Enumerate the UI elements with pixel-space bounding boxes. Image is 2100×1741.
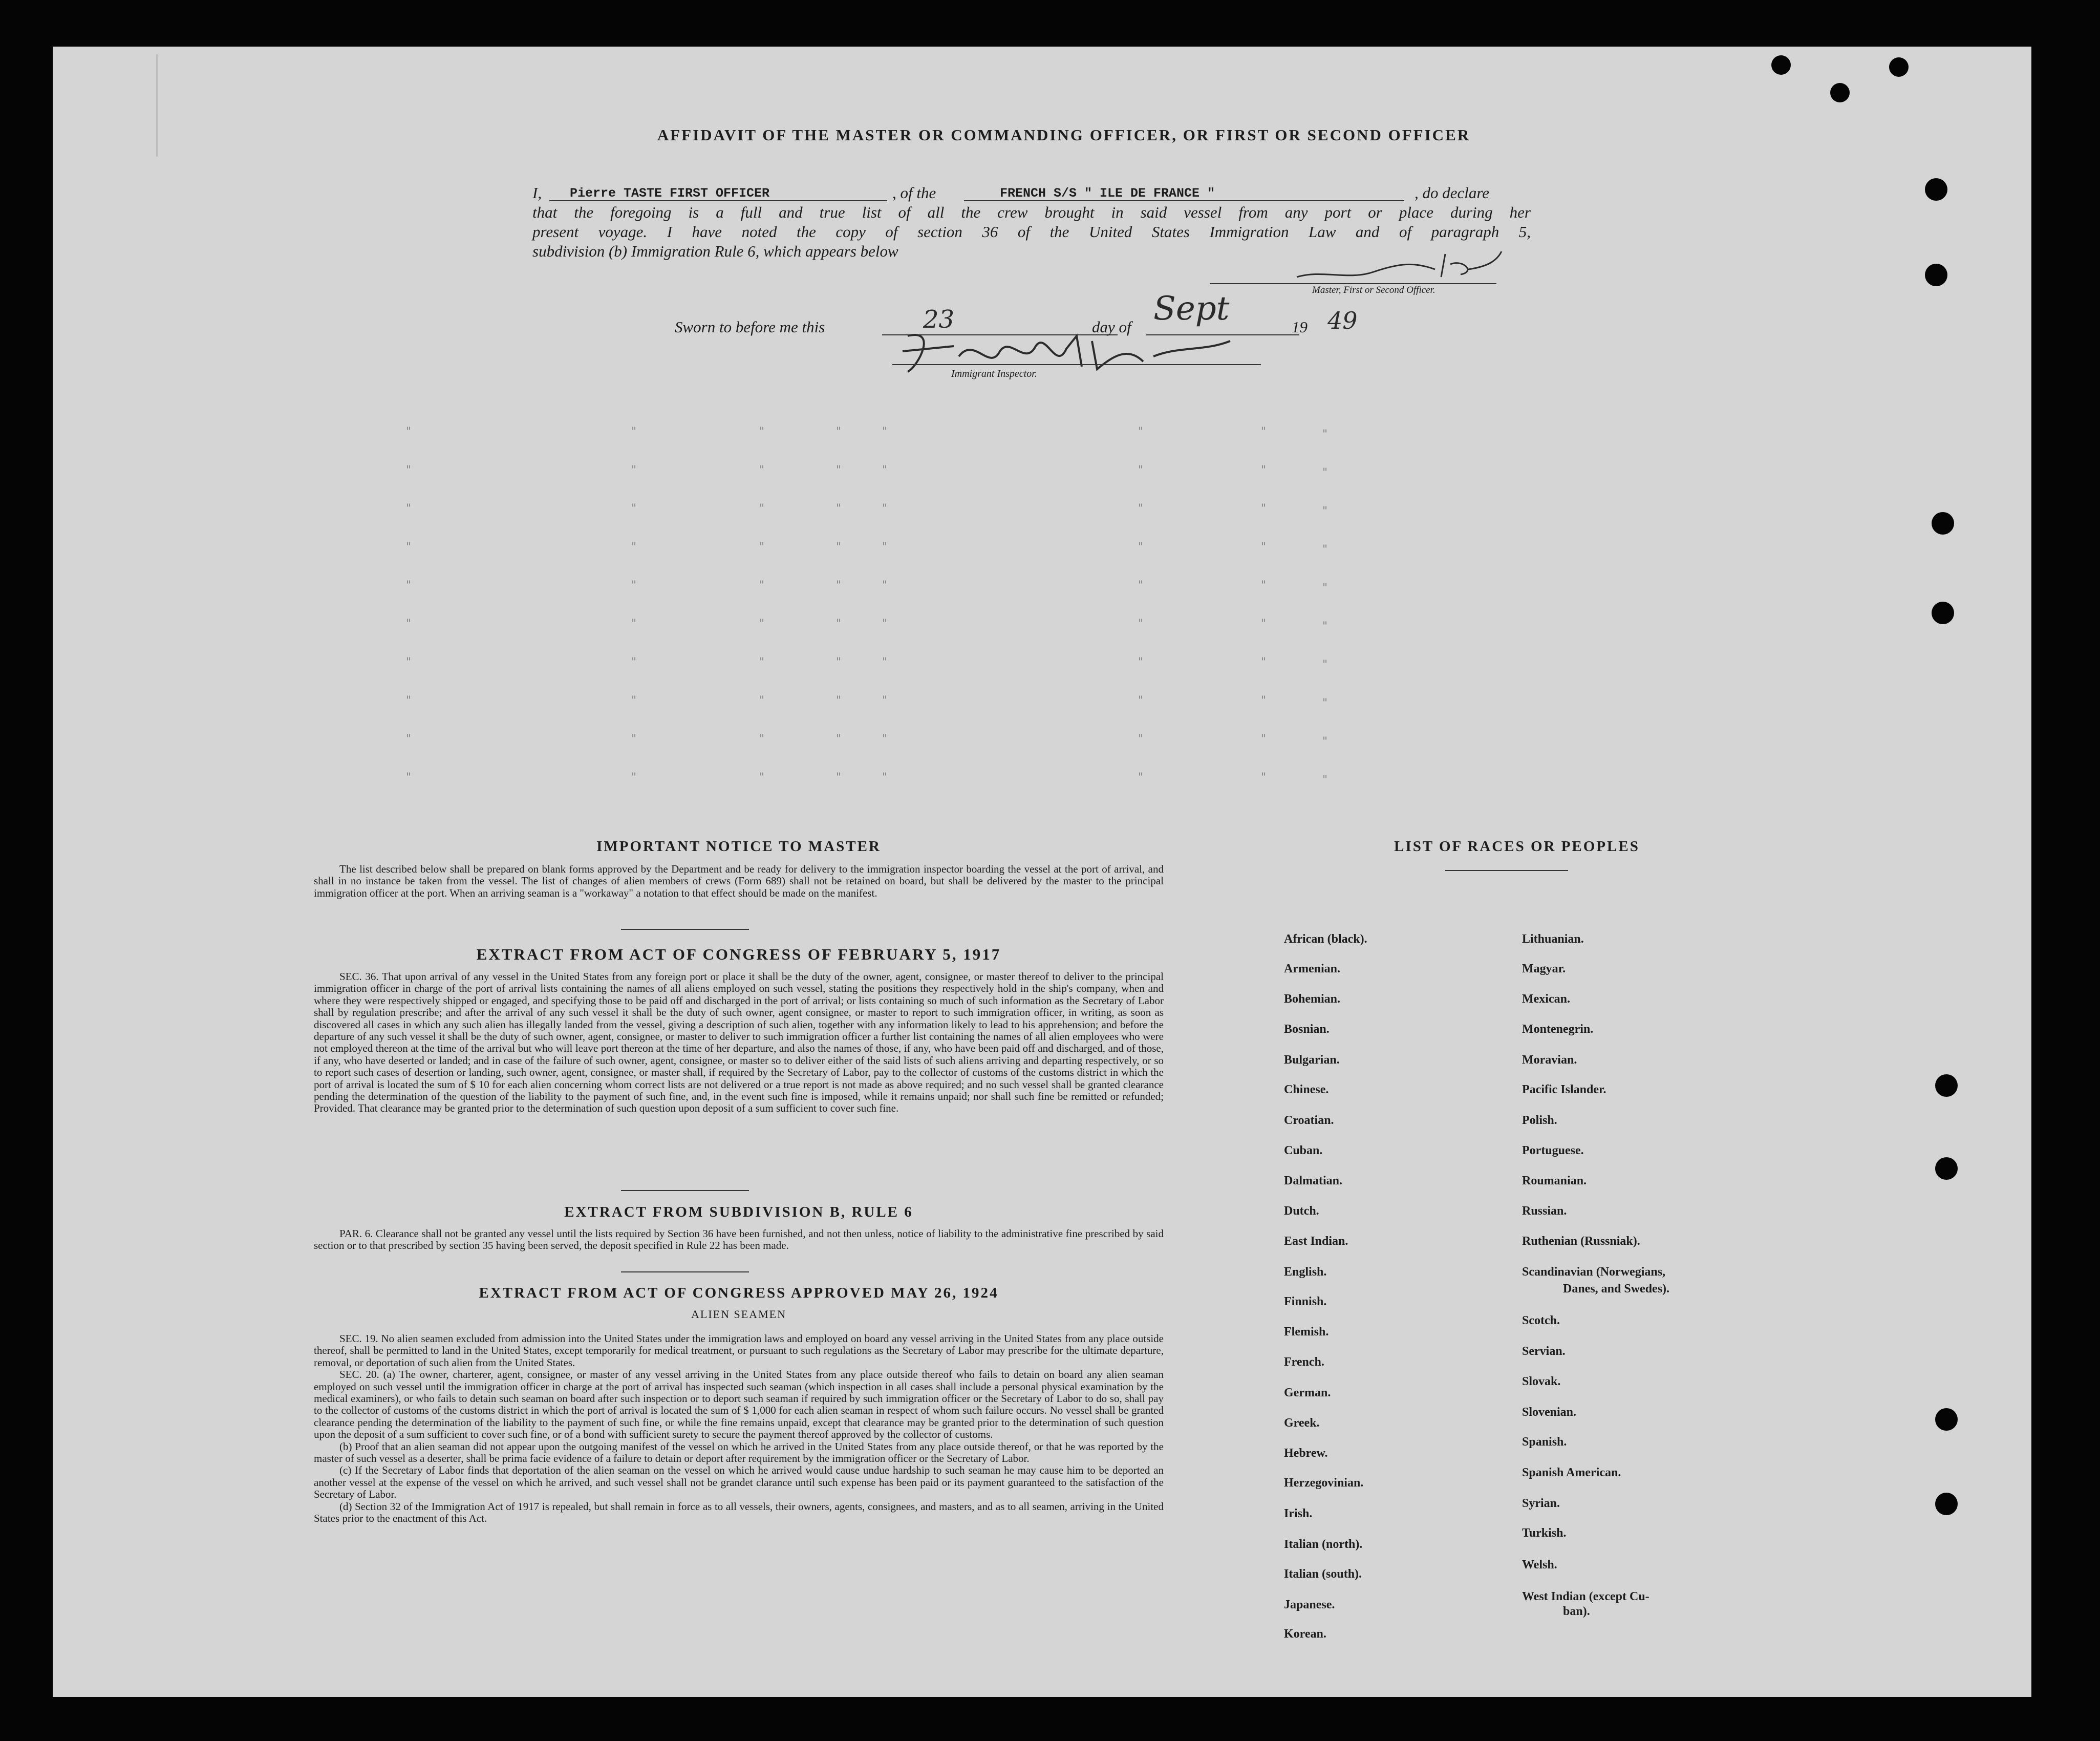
ditto-mark: " [882,771,888,784]
race-item: Syrian. [1522,1497,1560,1510]
race-item: Dalmatian. [1284,1174,1342,1187]
ditto-mark: " [1138,541,1144,554]
extract-1917-text [314,971,1164,1115]
race-item: Italian (south). [1284,1567,1362,1581]
ditto-mark: " [406,579,412,592]
divider-2 [621,1190,749,1191]
sec19-paragraph: SEC. 19. No alien seamen excluded from admission into the United States under the immigration laws and employed on board any vessel arriving in the United States from any place outside thereof, shall be permitted to land in the United States, except temporarily for medical treatment, or pursuant to such regulations as the Secretary of Labor may prescribe for the ultimate departure, removal, or deportation of such alien from the United States. [314,1332,1164,1369]
ditto-mark: " [836,733,842,746]
race-item: Greek. [1284,1416,1320,1430]
ditto-mark: " [836,618,842,630]
punch-hole [1935,1493,1958,1515]
race-item: Scotch. [1522,1314,1560,1327]
race-item: Italian (north). [1284,1538,1363,1551]
ditto-mark: " [759,733,765,746]
extract-rule6-text-content: PAR. 6. Clearance shall not be granted any vessel until the lists required by Section 36 have been furnished, and not then unless, notice of liability to the administrative fine prescribed by said section or to that prescribed by section 35 having been served, the deposit specified in Rule 22 has been made. [314,1227,1164,1252]
race-item: Irish. [1284,1507,1313,1520]
race-item: French. [1284,1355,1324,1369]
ditto-mark: " [1261,733,1267,746]
ditto-mark: " [1261,541,1267,554]
sworn-day-value: 23 [923,305,955,334]
ditto-mark: " [1138,771,1144,784]
notice-text-content: The list described below shall be prepared on blank forms approved by the Department and be ready for delivery to the immigration inspector boarding the vessel at the port of arrival, and shall in no instance be taken from the vessel. The list of changes of alien members of crews (Form 689) shall not be retained on board, but shall be delivered by the master to the principal immigration officer at the port. When an arriving seaman is a "workaway" a notation to that effect should be made on the manifest. [314,863,1164,899]
ditto-mark: " [759,426,765,438]
race-item: Polish. [1522,1114,1557,1127]
punch-hole [1932,512,1954,535]
ditto-mark: " [1261,656,1267,669]
punch-hole [1935,1157,1958,1180]
notice-text [314,863,1164,899]
notice-title: IMPORTANT NOTICE TO MASTER [596,838,881,855]
race-item: African (black). [1284,932,1367,946]
ditto-mark: " [882,541,888,554]
ditto-mark: " [1138,464,1144,477]
race-item: Danes, and Swedes). [1563,1282,1670,1296]
races-title: LIST OF RACES OR PEOPLES [1394,838,1640,855]
ditto-mark: " [1138,426,1144,438]
ditto-mark: " [759,541,765,554]
divider-3 [621,1271,749,1272]
extract-rule6-text [314,1228,1164,1252]
year-prefix: 19 [1292,318,1308,336]
document-page [53,47,2031,1697]
ditto-mark: " [882,656,888,669]
sec20a-paragraph: SEC. 20. (a) The owner, charterer, agent, consignee, or master of any vessel arriving in the United States from any place outside thereof who fails to detain on board any alien seaman employed on such vessel until the immigration officer in charge at the port of arrival has inspected such seaman (which inspection in all cases shall include a personal physical examination by the medical examiners), or who fails to detain such seaman on board after such inspection or to deport such seaman if required by such immigration officer or the Secretary of Labor to do so, shall pay to the collector of customs of the customs district in which the port of arrival is located the sum of $ 1,000 for each alien seaman in respect of whom such failure occurs. No vessel shall be granted clearance pending the determination of the liability to the payment of such fine, or while the fine remains unpaid, except that clearance may be granted prior to the determination of such question upon the deposit of a sum sufficient to cover such fine, or of a bond with sufficient surety to secure the payment thereof approved by the collector of customs. [314,1368,1164,1441]
race-item: Scandinavian (Norwegians, [1522,1265,1666,1279]
ditto-mark: " [631,502,637,515]
ditto-mark: " [1138,618,1144,630]
affidavit-title: AFFIDAVIT OF THE MASTER OR COMMANDING OFFICER, OR FIRST OR SECOND OFFICER [657,126,1471,144]
race-item: Japanese. [1284,1598,1335,1611]
ditto-mark: " [1322,428,1328,441]
race-item: Spanish American. [1522,1466,1621,1479]
race-item: Magyar. [1522,962,1566,975]
ditto-mark: " [836,426,842,438]
ditto-mark: " [1138,694,1144,707]
ditto-mark: " [1261,694,1267,707]
races-divider [1445,870,1568,871]
extract-1924-text [314,1333,1164,1525]
extract-1924-subtitle: ALIEN SEAMEN [691,1308,786,1321]
affidavit-do-declare: , do declare [1415,184,1490,202]
race-item: Armenian. [1284,962,1340,975]
day-of-label: day of [1092,318,1131,336]
ditto-mark: " [759,502,765,515]
race-item: Hebrew. [1284,1447,1328,1460]
ditto-mark: " [759,771,765,784]
race-item: Herzegovinian. [1284,1476,1364,1490]
race-item: Chinese. [1284,1083,1329,1096]
punch-hole [1935,1408,1958,1431]
ditto-mark: " [1261,579,1267,592]
race-item: Roumanian. [1522,1174,1587,1187]
race-item: Bosnian. [1284,1023,1330,1036]
ditto-mark: " [406,771,412,784]
divider-1 [621,929,749,930]
race-item: Turkish. [1522,1526,1567,1540]
ditto-mark: " [631,694,637,707]
punch-hole [1932,602,1954,624]
ditto-mark: " [1261,502,1267,515]
affidavit-body-line3: present voyage. I have noted the copy of section 36 of the United States Immigration Law and of paragraph 5, [532,223,1531,241]
race-item: English. [1284,1265,1327,1279]
ditto-mark: " [882,618,888,630]
punch-hole [1935,1074,1958,1097]
ditto-mark: " [882,733,888,746]
race-item: Flemish. [1284,1325,1329,1339]
inspector-caption: Immigrant Inspector. [951,368,1037,379]
year-suffix: 49 [1327,307,1358,334]
ditto-mark: " [836,694,842,707]
affidavit-of-the: , of the [892,184,936,202]
ditto-mark: " [759,618,765,630]
race-item: Dutch. [1284,1204,1319,1218]
race-item: Moravian. [1522,1053,1577,1067]
signature-caption: Master, First or Second Officer. [1312,285,1435,295]
inspector-line [892,364,1261,365]
race-item: Bulgarian. [1284,1053,1340,1067]
ditto-mark: " [1322,697,1328,710]
ditto-mark: " [836,771,842,784]
ditto-mark: " [836,541,842,554]
sworn-prefix: Sworn to before me this [675,318,825,336]
race-item: East Indian. [1284,1235,1348,1248]
ditto-mark: " [1138,502,1144,515]
punch-hole [1830,83,1850,102]
race-item: Servian. [1522,1345,1566,1358]
ditto-mark: " [406,656,412,669]
ditto-mark: " [1322,774,1328,787]
ditto-mark: " [406,464,412,477]
ditto-mark: " [631,656,637,669]
sec20c-paragraph: (c) If the Secretary of Labor finds that deportation of the alien seaman on the vessel on which he arrived would cause undue hardship to such seaman he may cause him to be deported an another vessel at the expense of the vessel on which he arrived, and such vessel shall not be grandet clarance until such expense has been paid or its payment guaranteed to the satisfaction of the Secretary of Labor. [314,1464,1164,1501]
race-item: German. [1284,1386,1331,1399]
extract-1917-text-content: SEC. 36. That upon arrival of any vessel in the United States from any foreign port or place it shall be the duty of the owner, agent, consignee, or master thereof to deliver to the principal immigration officer in charge of the port of arrival lists containing the names of all aliens employed on such vessel, stating the positions they respectively hold in the ship's company, when and where they were respectively shipped or engaged, and specifying those to be paid off and discharged in the port of arrival; or lists containing so much of such information as the Secretary of Labor shall by regulation prescribe; and after the arrival of any such vessel it shall be the duty of such owner, agent consignee, or master to report to such immigration officer, in writing, as soon as discovered all cases in which any such alien has illegally landed from the vessel, giving a description of such alien, together with any information likely to lead to his apprehension; and before the departure of any such vessel it shall be the duty of such owner, agent, consignee, or master to deliver to such immigration officer a further list containing the names of all alien employees who were not employed thereon at the time of the arrival but who will leave port thereon at the time of her departure, and also the names of those, if any, who have been paid off and discharged, and of those, if any, who have deserted or landed; and in case of the failure of such owner, agent, consignee, or master so to deliver either of the said lists of such aliens arriving and departing respectively, or so to report such cases of desertion or landing, such owner, agent, consignee, or master shall, if required by the Secretary of Labor, pay to the collector of customs of the customs district in which the port of arrival is located the sum of $ 10 for each alien concerning whom correct lists are not delivered or a true report is not made as above required; and no such vessel shall be granted clearance pending the determination of the question of the liability to the payment of such fine, and, in the event such fine is imposed, while it remains unpaid; nor shall such fine be remitted or refunded; Provided. That clearance may be granted prior to the determination of such question upon deposit of a sum sufficient to cover such fine. [314,970,1164,1115]
race-item: West Indian (except Cu- [1522,1590,1649,1603]
ditto-mark: " [631,733,637,746]
ditto-mark: " [406,733,412,746]
ditto-mark: " [631,618,637,630]
ditto-mark: " [406,426,412,438]
ditto-mark: " [882,502,888,515]
ditto-mark: " [1322,505,1328,518]
ditto-mark: " [406,541,412,554]
ditto-mark: " [1322,582,1328,595]
ditto-mark: " [1322,466,1328,479]
ditto-mark: " [1261,618,1267,630]
ditto-mark: " [1138,733,1144,746]
ditto-mark: " [1138,579,1144,592]
ditto-mark: " [882,426,888,438]
punch-hole [1925,178,1947,201]
ditto-mark: " [631,426,637,438]
affidavit-body-line4: subdivision (b) Immigration Rule 6, which appears below [532,242,898,260]
race-item: Lithuanian. [1522,932,1584,946]
race-item: Montenegrin. [1522,1023,1594,1036]
ditto-mark: " [1322,735,1328,748]
affidavit-line1-prefix: I, [532,184,542,202]
ditto-mark: " [882,694,888,707]
ditto-mark: " [1138,656,1144,669]
race-item: Pacific Islander. [1522,1083,1606,1096]
ditto-mark: " [406,694,412,707]
ditto-mark: " [759,694,765,707]
race-item: Korean. [1284,1627,1326,1641]
officer-signature [1292,249,1507,285]
race-item: Welsh. [1522,1558,1557,1572]
sec20b-paragraph: (b) Proof that an alien seaman did not appear upon the outgoing manifest of the vessel on which he arrived in the United States from any place outside thereof, or that he was reported by the master of such vessel as a deserter, shall be prima facie evidence of a failure to detain or deport after requirement by the immigration officer or the Secretary of Labor. [314,1440,1164,1465]
race-item: Russian. [1522,1204,1567,1218]
race-item: Cuban. [1284,1144,1323,1157]
ditto-mark: " [631,541,637,554]
punch-hole [1925,264,1947,286]
ditto-mark: " [759,464,765,477]
extract-rule6-title: EXTRACT FROM SUBDIVISION B, RULE 6 [564,1204,913,1220]
ditto-mark: " [631,771,637,784]
ditto-mark: " [836,579,842,592]
affidavit-body-line2: that the foregoing is a full and true list of all the crew brought in said vessel from any port or place during her [532,203,1531,221]
race-item: Spanish. [1522,1435,1567,1449]
ditto-mark: " [1322,659,1328,671]
ditto-mark: " [836,502,842,515]
ditto-mark: " [882,464,888,477]
ditto-mark: " [836,656,842,669]
punch-hole [1889,57,1909,77]
race-item: Finnish. [1284,1295,1327,1308]
ditto-mark: " [1322,620,1328,633]
race-item: Mexican. [1522,992,1570,1006]
ditto-mark: " [1261,464,1267,477]
race-item: Croatian. [1284,1114,1334,1127]
punch-hole [1771,55,1791,75]
race-item: ban). [1563,1605,1590,1618]
ditto-mark: " [1261,426,1267,438]
officer-name-value: Pierre TASTE FIRST OFFICER [570,186,770,201]
ditto-mark: " [1322,543,1328,556]
extract-1924-title: EXTRACT FROM ACT OF CONGRESS APPROVED MAY 26, 1924 [479,1285,999,1301]
race-item: Ruthenian (Russniak). [1522,1235,1640,1248]
race-item: Bohemian. [1284,992,1341,1006]
sec20d-paragraph: (d) Section 32 of the Immigration Act of 1917 is repealed, but shall remain in force as to all vessels, their owners, agents, consignees, and masters, and as to all seamen, arriving in the United States prior to the enactment of this Act. [314,1500,1164,1525]
ditto-mark: " [1261,771,1267,784]
ditto-mark: " [631,579,637,592]
ditto-mark: " [836,464,842,477]
vessel-name-value: FRENCH S/S " ILE DE FRANCE " [1000,186,1215,201]
sworn-month-value: Sept [1153,290,1230,328]
extract-1917-title: EXTRACT FROM ACT OF CONGRESS OF FEBRUARY 5, 1917 [476,945,1001,963]
race-item: Slovak. [1522,1375,1561,1388]
ditto-mark: " [631,464,637,477]
ditto-mark: " [406,502,412,515]
ditto-mark: " [882,579,888,592]
race-item: Portuguese. [1522,1144,1584,1157]
page-edge-strip [59,54,158,157]
ditto-mark: " [759,656,765,669]
ditto-mark: " [406,618,412,630]
race-item: Slovenian. [1522,1406,1577,1419]
ditto-mark: " [759,579,765,592]
